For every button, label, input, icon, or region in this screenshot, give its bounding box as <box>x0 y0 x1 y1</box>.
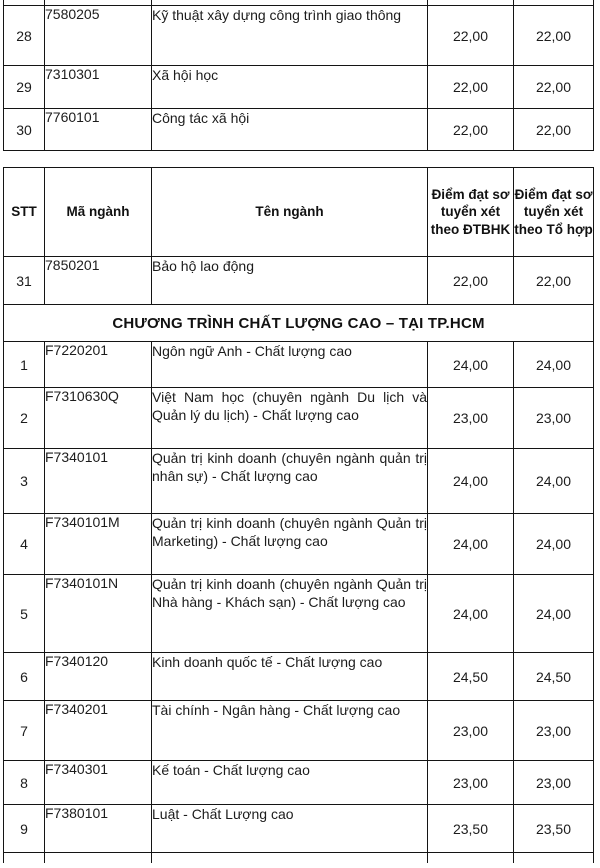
row-diem-tohop: 24,00 <box>514 575 594 653</box>
table-row <box>4 342 594 388</box>
row-ten-nganh: Quản trị kinh doanh (chuyên ngành Quản trị Marketing) - Chất lượng cao <box>152 514 428 575</box>
col-header-diem-dtbhk: Điểm đạt sơ tuyển xét theo ĐTBHK <box>428 168 514 257</box>
row-ma-nganh: F7340101 <box>45 449 152 514</box>
row-ten-nganh: Công tác xã hội <box>152 109 428 151</box>
row-ma-nganh: F7380101 <box>45 805 152 853</box>
row-stt: 4 <box>4 514 45 575</box>
row-diem-tohop: 22,00 <box>514 6 594 66</box>
row-ma-nganh: F7310630Q <box>45 388 152 449</box>
row-ten-nganh: Xã hội học <box>152 66 428 109</box>
row-stt: 31 <box>4 257 45 305</box>
row-ma-nganh: F7340120 <box>45 653 152 701</box>
row-ten-nganh: Bảo hộ lao động <box>152 257 428 305</box>
row-ma-nganh: F7340301 <box>45 761 152 805</box>
table-row <box>4 653 594 701</box>
row-ten-nganh: Kinh doanh quốc tế - Chất lượng cao <box>152 653 428 701</box>
score-table-main <box>3 167 594 863</box>
row-diem-tohop: 23,00 <box>514 701 594 761</box>
row-diem-dtbhk: 22,00 <box>428 257 514 305</box>
col-header-ten-nganh: Tên ngành <box>152 168 428 257</box>
row-diem-tohop: 23,50 <box>514 805 594 853</box>
row-diem-tohop: 24,00 <box>514 342 594 388</box>
table-row <box>4 514 594 575</box>
row-diem-tohop: 23,00 <box>514 761 594 805</box>
row-stt: 7 <box>4 701 45 761</box>
row-diem-dtbhk: 24,00 <box>428 449 514 514</box>
row-ma-nganh: 7850201 <box>45 257 152 305</box>
row-ten-nganh: Kỹ thuật xây dựng công trình giao thông <box>152 6 428 66</box>
row-stt: 2 <box>4 388 45 449</box>
col-header-stt: STT <box>4 168 45 257</box>
table-row <box>4 761 594 805</box>
table-row <box>4 388 594 449</box>
col-header-diem-tohop: Điểm đạt sơ tuyển xét theo Tổ hợp <box>514 168 594 257</box>
table-row <box>4 6 594 66</box>
row-diem-dtbhk: 24,00 <box>428 514 514 575</box>
row-ten-nganh: Quản trị kinh doanh (chuyên ngành Quản trị Nhà hàng - Khách sạn) - Chất lượng cao <box>152 575 428 653</box>
table-row <box>4 66 594 109</box>
row-diem-dtbhk: 23,00 <box>428 761 514 805</box>
score-table-top-fragment <box>3 0 594 151</box>
row-ma-nganh: 7310301 <box>45 66 152 109</box>
row-ten-nganh: Kế toán - Chất lượng cao <box>152 761 428 805</box>
row-ten-nganh: Luật - Chất Lượng cao <box>152 805 428 853</box>
section-header-row <box>4 305 594 342</box>
row-stt: 6 <box>4 653 45 701</box>
row-stt: 3 <box>4 449 45 514</box>
row-ma-nganh: F7340101M <box>45 514 152 575</box>
row-ten-nganh: Quản trị kinh doanh (chuyên ngành quản trị nhân sự) - Chất lượng cao <box>152 449 428 514</box>
row-ten-nganh: Việt Nam học (chuyên ngành Du lịch và Quản lý du lịch) - Chất lượng cao <box>152 388 428 449</box>
row-diem-dtbhk: 22,00 <box>428 66 514 109</box>
table-row <box>4 449 594 514</box>
row-ma-nganh: F7340201 <box>45 701 152 761</box>
row-diem-dtbhk: 22,00 <box>428 109 514 151</box>
section-title: CHƯƠNG TRÌNH CHẤT LƯỢNG CAO – TẠI TP.HCM <box>4 305 594 342</box>
row-diem-dtbhk: 23,00 <box>428 701 514 761</box>
table-row <box>4 257 594 305</box>
row-stt: 29 <box>4 66 45 109</box>
row-stt: 28 <box>4 6 45 66</box>
row-stt: 30 <box>4 109 45 151</box>
row-diem-tohop: 24,00 <box>514 514 594 575</box>
row-diem-dtbhk: 23,50 <box>428 805 514 853</box>
row-diem-tohop: 22,00 <box>514 66 594 109</box>
row-diem-tohop: 22,00 <box>514 257 594 305</box>
row-ma-nganh: 7760101 <box>45 109 152 151</box>
table-gap <box>3 151 600 167</box>
row-diem-tohop: 22,00 <box>514 109 594 151</box>
row-stt: 8 <box>4 761 45 805</box>
row-diem-tohop: 23,00 <box>514 388 594 449</box>
cropped-row-fragment <box>4 853 594 864</box>
row-ten-nganh: Ngôn ngữ Anh - Chất lượng cao <box>152 342 428 388</box>
table-header <box>4 168 594 257</box>
row-diem-dtbhk: 24,00 <box>428 575 514 653</box>
row-diem-dtbhk: 22,00 <box>428 6 514 66</box>
col-header-ma-nganh: Mã ngành <box>45 168 152 257</box>
row-diem-tohop: 24,00 <box>514 449 594 514</box>
row-ma-nganh: F7220201 <box>45 342 152 388</box>
row-diem-tohop: 24,50 <box>514 653 594 701</box>
row-stt: 5 <box>4 575 45 653</box>
table-row <box>4 701 594 761</box>
row-diem-dtbhk: 23,00 <box>428 388 514 449</box>
row-ma-nganh: F7340101N <box>45 575 152 653</box>
row-stt: 9 <box>4 805 45 853</box>
table-row <box>4 805 594 853</box>
row-ma-nganh: 7580205 <box>45 6 152 66</box>
row-diem-dtbhk: 24,50 <box>428 653 514 701</box>
table-row <box>4 575 594 653</box>
table-row <box>4 109 594 151</box>
row-diem-dtbhk: 24,00 <box>428 342 514 388</box>
row-ten-nganh: Tài chính - Ngân hàng - Chất lượng cao <box>152 701 428 761</box>
row-stt: 1 <box>4 342 45 388</box>
